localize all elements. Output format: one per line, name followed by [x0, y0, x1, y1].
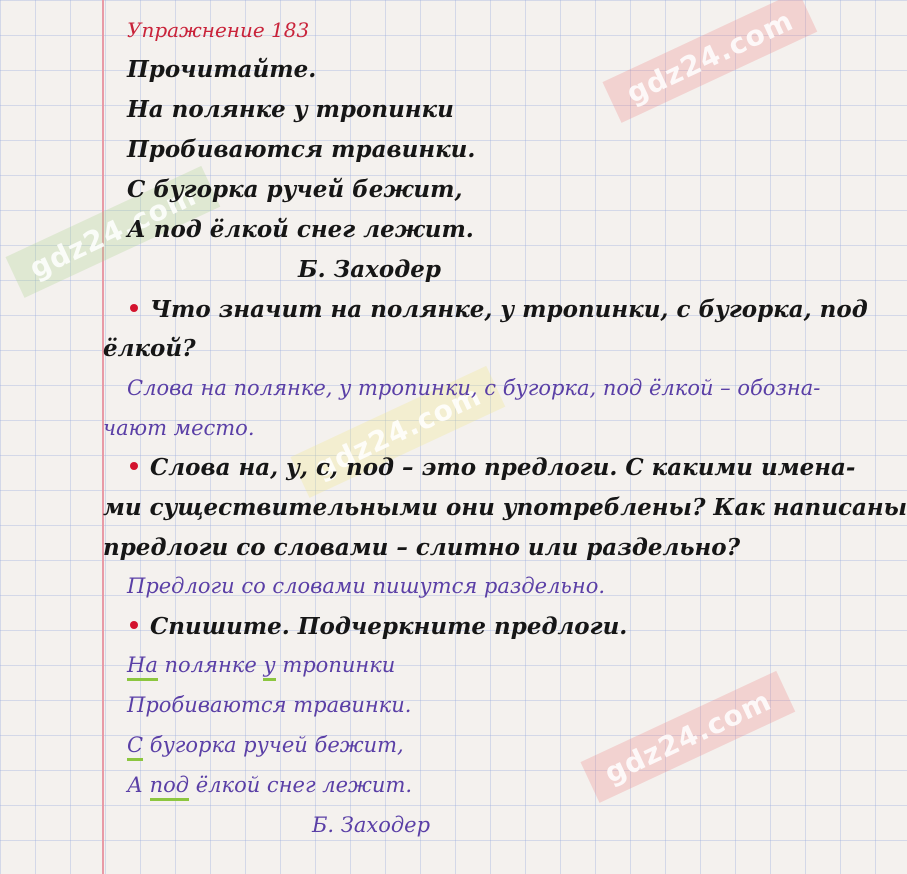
- watermark: gdz24.com: [602, 0, 817, 123]
- watermark: gdz24.com: [580, 671, 795, 803]
- question-1-line: ёлкой?: [103, 335, 196, 362]
- question-2-line: Слова на, у, с, под – это предлоги. С какими имена-: [150, 454, 856, 481]
- bullet-icon: [130, 462, 138, 470]
- preposition: На: [127, 653, 158, 681]
- bullet-icon: [130, 304, 138, 312]
- copy-author: Б. Заходер: [312, 813, 431, 837]
- poem-line: С бугорка ручей бежит,: [127, 176, 463, 203]
- question-2: [130, 456, 855, 479]
- preposition: С: [127, 733, 143, 761]
- watermark: gdz24.com: [5, 166, 220, 298]
- copy-word: тропинки: [275, 653, 396, 677]
- question-2-line: предлоги со словами – слитно или раздельно?: [103, 534, 741, 561]
- watermark: gdz24.com: [290, 366, 505, 498]
- question-1: [130, 298, 868, 321]
- question-1-line: Что значит на полянке, у тропинки, с бугорка, под: [150, 296, 868, 323]
- answer-1-line: чают место.: [103, 416, 255, 440]
- preposition: у: [263, 653, 275, 681]
- copy-line: [127, 735, 404, 756]
- exercise-title: Упражнение 183: [127, 18, 310, 42]
- copy-word: А: [127, 773, 150, 797]
- task-copy-text: Спишите. Подчеркните предлоги.: [150, 613, 628, 640]
- poem-line: Пробиваются травинки.: [127, 136, 476, 163]
- copy-line: Пробиваются травинки.: [127, 693, 412, 717]
- task-copy: [130, 615, 627, 638]
- answer-2: Предлоги со словами пишутся раздельно.: [127, 574, 606, 598]
- copy-word: бугорка ручей бежит,: [143, 733, 404, 757]
- bullet-icon: [130, 621, 138, 629]
- task-read: Прочитайте.: [127, 56, 317, 83]
- poem-line: А под ёлкой снег лежит.: [127, 216, 474, 243]
- copy-word: ёлкой снег лежит.: [189, 773, 413, 797]
- copy-line: [127, 655, 395, 676]
- poem-author: Б. Заходер: [298, 256, 441, 283]
- preposition: под: [150, 773, 189, 801]
- answer-1-line: Слова на полянке, у тропинки, с бугорка, под ёлкой – обозна-: [127, 376, 821, 400]
- copy-line: [127, 775, 412, 796]
- poem-line: На полянке у тропинки: [127, 96, 454, 123]
- copy-word: полянке: [157, 653, 264, 677]
- question-2-line: ми существительными они употреблены? Как написаны: [103, 494, 907, 521]
